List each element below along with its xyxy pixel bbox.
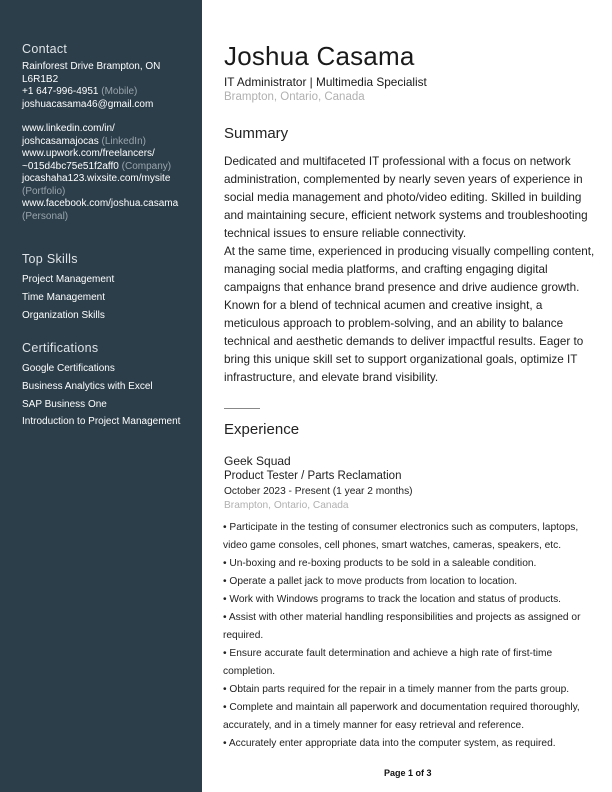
candidate-name: Joshua Casama xyxy=(224,41,415,71)
contact-section xyxy=(22,42,200,223)
facebook-link[interactable]: www.facebook.com/joshua.casama xyxy=(22,198,179,209)
certification-item: Google Certifications xyxy=(22,363,115,374)
address-line-1: Rainforest Drive Brampton, ON xyxy=(22,61,161,72)
summary-heading: Summary xyxy=(224,125,289,142)
upwork-link[interactable] xyxy=(22,161,200,174)
top-skills-heading: Top Skills xyxy=(22,252,78,266)
candidate-location: Brampton, Ontario, Canada xyxy=(224,91,365,103)
upwork-link-line2[interactable]: ~015d4bc75e51f2aff0 xyxy=(22,160,119,172)
certification-item: SAP Business One xyxy=(22,398,107,410)
linkedin-link-line1[interactable]: www.linkedin.com/in/ xyxy=(22,123,115,134)
phone xyxy=(22,86,200,99)
skill-item: Project Management xyxy=(22,274,115,285)
job-bullet: • Complete and maintain all paperwork and documentation required thoroughly, accurately, and in a timely manner for easy retrieval and reference. xyxy=(223,702,580,731)
upwork-label: (Company) xyxy=(121,160,172,172)
upwork-link-line1[interactable]: www.upwork.com/freelancers/ xyxy=(22,148,155,159)
linkedin-label: (LinkedIn) xyxy=(101,135,146,147)
portfolio-link[interactable]: jocashaha123.wixsite.com/mysite xyxy=(22,173,171,184)
certifications-section xyxy=(22,341,200,431)
job-dates: October 2023 - Present (1 year 2 months) xyxy=(224,486,413,497)
certification-item: Business Analytics with Excel xyxy=(22,380,153,392)
job-bullet: • Ensure accurate fault determination and achieve a high rate of first-time completion. xyxy=(223,648,553,677)
job-company: Geek Squad xyxy=(224,454,291,468)
job-location: Brampton, Ontario, Canada xyxy=(224,500,349,511)
linkedin-link[interactable] xyxy=(22,136,200,149)
phone-label: (Mobile) xyxy=(101,86,138,97)
job-bullet: • Obtain parts required for the repair in a timely manner from the parts group. xyxy=(223,684,570,695)
headline: IT Administrator | Multimedia Specialist xyxy=(224,75,427,89)
summary-paragraph: Dedicated and multifaceted IT professional with a focus on network administration, complemented by nearly seven years of experience in social media management and photo/video editing. Skilled in building and maintaining secure, efficient network systems and troubleshooting technical issues to ensure reliable connectivity. xyxy=(224,155,588,240)
phone-number: +1 647-996-4951 xyxy=(22,86,99,97)
portfolio-label: (Portfolio) xyxy=(22,185,66,197)
certification-item: Introduction to Project Management xyxy=(22,416,181,428)
address-line-2: L6R1B2 xyxy=(22,73,59,85)
certifications-heading: Certifications xyxy=(22,341,99,355)
skill-item: Organization Skills xyxy=(22,309,105,321)
job-bullet: • Assist with other material handling responsibilities and projects as assigned or required. xyxy=(223,612,581,641)
facebook-label: (Personal) xyxy=(22,210,69,222)
job-bullet: • Work with Windows programs to track the location and status of products. xyxy=(223,594,562,605)
section-divider xyxy=(224,408,260,409)
top-skills-section xyxy=(22,252,200,324)
contact-heading: Contact xyxy=(22,42,68,56)
job-bullet: • Un-boxing and re-boxing products to be sold in a saleable condition. xyxy=(223,558,537,569)
summary-text xyxy=(224,153,596,387)
experience-heading: Experience xyxy=(224,421,300,438)
summary-paragraph: At the same time, experienced in producing visually compelling content, managing social media platforms, and crafting engaging digital campaigns that enhance brand presence and drive audience growth. Known for a blend of technical acumen and creative insight, a meticulous approach to problem-solving, and an ability to balance technical and aesthetic demands to deliver impactful results. Eager to bring this unique skill set to support organizational goals, optimize IT infrastructure, and elevate brand visibility. xyxy=(224,245,595,384)
linkedin-link-line2[interactable]: joshcasamajocas xyxy=(22,135,99,147)
job-bullets xyxy=(223,519,595,753)
job-bullet: • Accurately enter appropriate data into the computer system, as required. xyxy=(223,738,556,749)
sidebar xyxy=(0,0,202,792)
page-number: Page 1 of 3 xyxy=(384,768,432,778)
job-bullet: • Operate a pallet jack to move products from location to location. xyxy=(223,576,518,587)
job-role: Product Tester / Parts Reclamation xyxy=(224,470,402,482)
job-bullet: • Participate in the testing of consumer electronics such as computers, laptops, video game consoles, cell phones, smart watches, cameras, speakers, etc. xyxy=(223,522,579,551)
skill-item: Time Management xyxy=(22,291,105,303)
email-link[interactable]: joshuacasama46@gmail.com xyxy=(22,98,154,110)
